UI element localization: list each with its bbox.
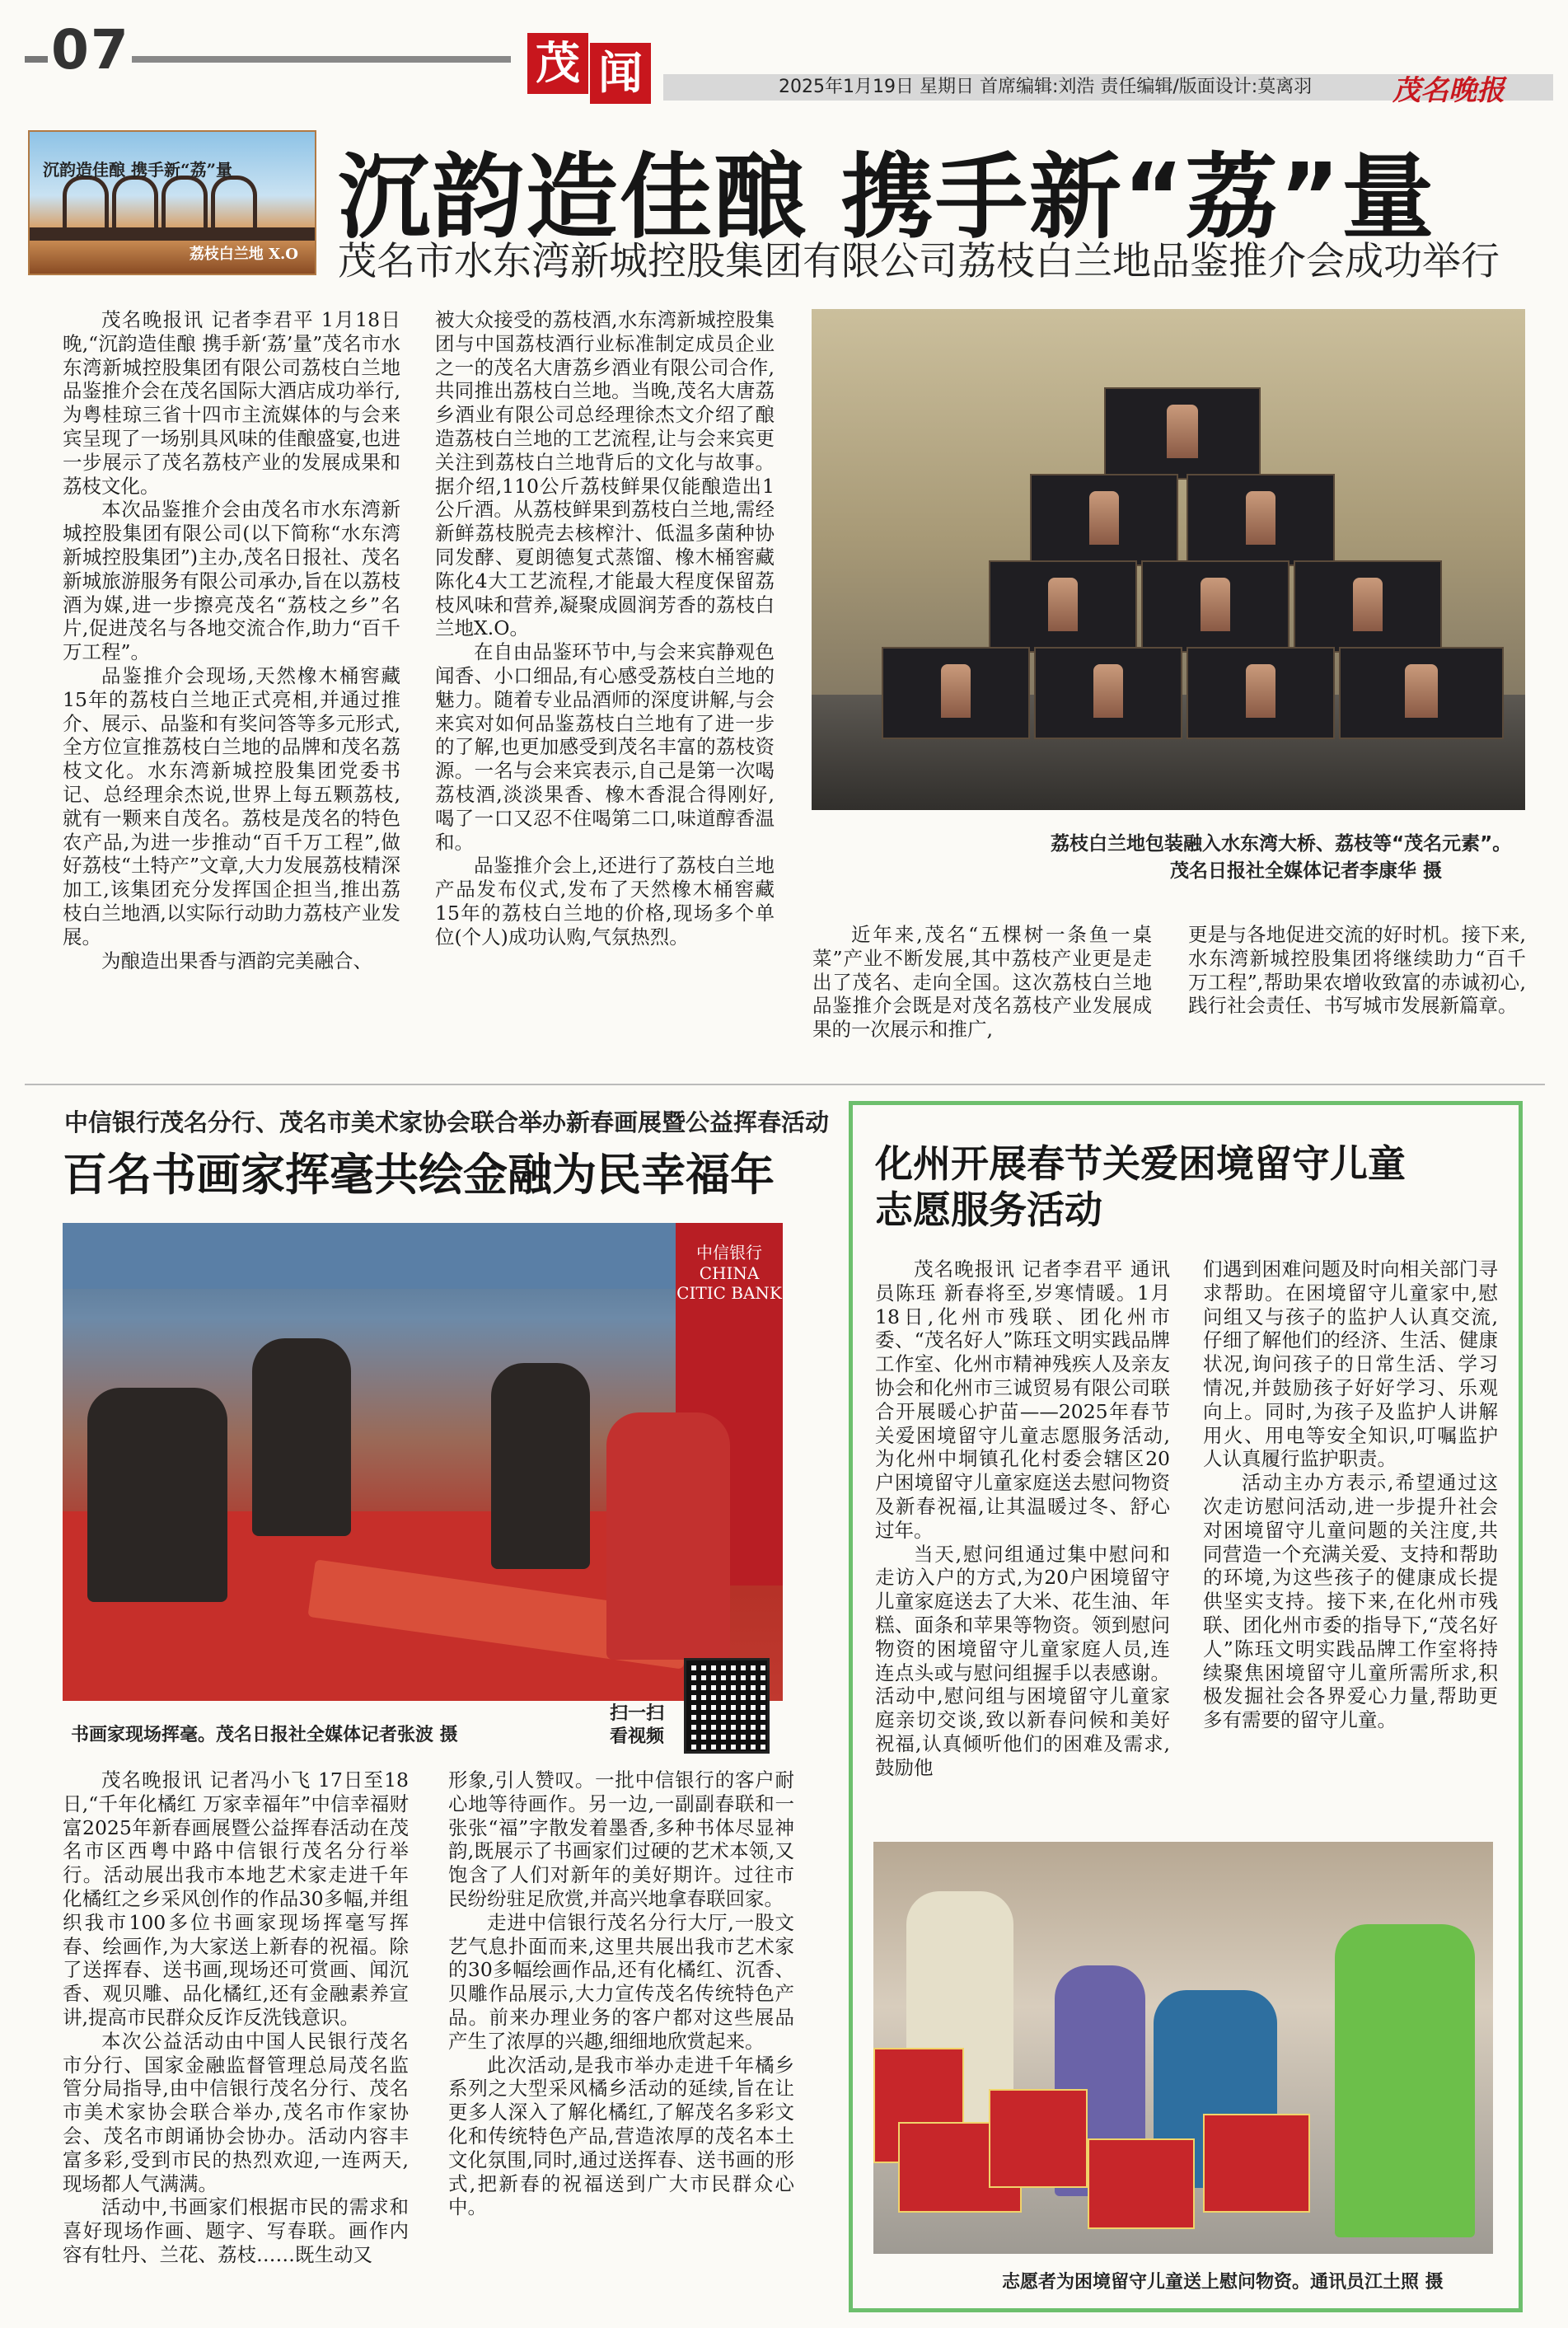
story2-column-1 xyxy=(63,1768,409,2267)
story3-column-1 xyxy=(875,1258,1170,1780)
volunteer-caption: 志愿者为困境留守儿童送上慰问物资。通讯员江土照 摄 xyxy=(1002,2272,1444,2293)
lead-col2-para: 被大众接受的荔枝酒,水东湾新城控股集团与中国荔枝酒行业标准制定成员企业之一的茂名大唐荔乡酒业有限公司合作,共同推出荔枝白兰地。当晚,茂名大唐荔乡酒业有限公司总经理徐杰文介绍了酿造荔枝白兰地的工艺流程,让与会来宾更关注到荔枝白兰地背后的文化与故事。据介绍,110公斤荔枝鲜果仅能酿造出1公斤酒。从荔枝鲜果到荔枝白兰地,需经新鲜荔枝脱壳去核榨汁、低温多菌种协同发酵、夏朗德复式蒸馏、橡木桶窖藏陈化4大工艺流程,才能最大程度保留荔枝风味和营养,凝聚成圆润芳香的荔枝白兰地X.O。 xyxy=(435,308,775,640)
lead-col3-para: 近年来,茂名“五棵树一条鱼一桌菜”产业不断发展,其中荔枝产业更是走出了茂名、走向全国。这次荔枝白兰地品鉴推介会既是对茂名荔枝产业发展成果的一次展示和推广, xyxy=(812,923,1152,1042)
story2-headline: 百名书画家挥毫共绘金融为民幸福年 xyxy=(63,1149,775,1201)
lead-column-3 xyxy=(812,923,1152,1042)
thumb-title: 沉韵造佳酿 携手新“荔”量 xyxy=(43,160,232,180)
story3-headline-line1: 化州开展春节关爱困境留守儿童 xyxy=(875,1141,1406,1186)
header-rule xyxy=(132,56,511,63)
lead-col2-para: 在自由品鉴环节中,与会来宾静观色闻香、小口细品,有心感受荔枝白兰地的魅力。随着专业品酒师的深度讲解,与会来宾对如何品鉴荔枝白兰地有了进一步的了解,也更加感受到茂名丰富的荔枝资源。一名与会来宾表示,自己是第一次喝荔枝酒,淡淡果香、橡木香混合得刚好,喝了一口又忍不住喝第二口,味道醇香温和。 xyxy=(435,640,775,854)
lead-headline: 沉韵造佳酿 携手新“荔”量 xyxy=(338,144,1436,251)
paper-logo: 茂名晚报 xyxy=(1392,74,1505,107)
qr-label xyxy=(610,1703,664,1749)
lead-column-2 xyxy=(435,308,775,949)
story2-col2-para: 走进中信银行茂名分行大厅,一股文艺气息扑面而来,这里共展出我市艺术家的30多幅绘画作品,还有化橘红、沉香、贝雕作品展示,大力宣传茂名传统特色产品。前来办理业务的客户都对这些展品产生了浓厚的兴趣,细细地欣赏起来。 xyxy=(448,1910,794,2053)
lead-col2-para: 品鉴推介会上,还进行了荔枝白兰地产品发布仪式,发布了天然橡木桶窖藏15年的荔枝白兰地的价格,现场多个单位(个人)成功认购,气氛热烈。 xyxy=(435,854,775,949)
calligraphy-caption: 书画家现场挥毫。茂名日报社全媒体记者张波 摄 xyxy=(71,1725,458,1745)
lead-col1-para: 为酿造出果香与酒韵完美融合、 xyxy=(101,949,372,972)
section-char-2: 闻 xyxy=(590,43,651,104)
thumb-xo: 荔枝白兰地 X.O xyxy=(189,246,298,263)
volunteer-photo xyxy=(873,1842,1493,2254)
story3-headline-line2: 志愿服务活动 xyxy=(875,1187,1102,1232)
story2-kicker: 中信银行茂名分行、茂名市美术家协会联合举办新春画展暨公益挥春活动 xyxy=(64,1108,830,1136)
story3-col1-para: 当天,慰问组通过集中慰问和走访入户的方式,为20户困境留守儿童家庭送去了大米、花生油、年糕、面条和苹果等物资。领到慰问物资的困境留守儿童家庭人员,连连点头或与慰问组握手以表感谢。活动中,慰问组与困境留守儿童家庭亲切交谈,致以新春问候和美好祝福,认真倾听他们的困难及需求,鼓励他 xyxy=(875,1542,1170,1779)
story2-col1-para: 茂名晚报讯 记者冯小飞 17日至18日,“千年化橘红 万家幸福年”中信幸福财富2025年新春画展暨公益挥春活动在茂名市区西粤中路中信银行茂名分行举行。活动展出我市本地艺术家走进千年化橘红之乡采风创作的作品30多幅,并组织我市100多位书画家现场挥毫写挥春、绘画作,为大家送上新春的祝福。除了送挥春、送书画,现场还可赏画、闻沉香、观贝雕、品化橘红,还有金融素养宣讲,提高市民群众反诈反洗钱意识。 xyxy=(63,1768,409,2029)
qr-label-line1: 扫一扫 xyxy=(610,1703,665,1724)
story3-col2-para: 们遇到困难问题及时向相关部门寻求帮助。在困境留守儿童家中,慰问组又与孩子的监护人认真交流,仔细了解他们的经济、生活、健康状况,询问孩子的日常生活、学习情况,并鼓励孩子好好学习、乐观向上。同时,为孩子及监护人讲解用火、用电等安全知识,叮嘱监护人认真履行监护职责。 xyxy=(1203,1258,1498,1471)
wine-caption-1: 荔枝白兰地包装融入水东湾大桥、荔枝等“茂名元素”。 xyxy=(1051,833,1512,855)
wine-box-photo xyxy=(812,309,1525,810)
section-divider xyxy=(25,1084,1545,1085)
qr-code[interactable] xyxy=(684,1658,770,1754)
lead-thumbnail xyxy=(28,130,316,275)
lead-col4-para: 更是与各地促进交流的好时机。接下来,水东湾新城控股集团将继续助力“百千万工程”,帮助果农增收致富的赤诚初心,践行社会责任、书写城市发展新篇章。 xyxy=(1188,923,1526,1018)
page-number: 07 xyxy=(51,18,130,82)
lead-column-4 xyxy=(1188,923,1526,1018)
bank-banner: 中信银行 CHINA CITIC BANK xyxy=(676,1223,783,1586)
qr-label-line2: 看视频 xyxy=(610,1726,665,1747)
story2-col2-para: 此次活动,是我市举办走进千年橘乡系列之大型采风橘乡活动的延续,旨在让更多人深入了解化橘红,了解茂名多彩文化和传统特色产品,营造浓厚的茂名本土文化氛围,同时,通过送挥春、送书画的形式,把新春的祝福送到广大市民群众心中。 xyxy=(448,2053,794,2219)
story2-col1-para: 本次公益活动由中国人民银行茂名市分行、国家金融监督管理总局茂名监管分局指导,由中信银行茂名分行、茂名市美术家协会联合举办,茂名市作家协会、茂名市朗诵协会协办。活动内容丰富多彩,受到市民的热烈欢迎,一连两天,现场都人气满满。 xyxy=(63,2029,409,2195)
lead-subheadline: 茂名市水东湾新城控股集团有限公司荔枝白兰地品鉴推介会成功举行 xyxy=(338,239,1500,284)
page-number-dash xyxy=(25,56,48,63)
lead-col1-para: 茂名晚报讯 记者李君平 1月18日晚,“沉韵造佳酿 携手新‘荔’量”茂名市水东湾新城控股集团有限公司荔枝白兰地品鉴推介会在茂名国际大酒店成功举行,为粤桂琼三省十四市主流媒体的与会来宾呈现了一场别具风味的佳酿盛宴,也进一步展示了茂名荔枝产业的发展成果和荔枝文化。 xyxy=(63,308,400,498)
wine-caption-2: 茂名日报社全媒体记者李康华 摄 xyxy=(1170,860,1443,882)
story3-col1-para: 茂名晚报讯 记者李君平 通讯员陈珏 新春将至,岁寒情暖。1月18日,化州市残联、团化州市委、“茂名好人”陈珏文明实践品牌工作室、化州市精神残疾人及亲友协会和化州市三诚贸易有限公司联合开展暖心护苗——2025年春节关爱困境留守儿童志愿服务活动,为化州中垌镇孔化村委会辖区20户困境留守儿童家庭送去慰问物资及新春祝福,让其温暖过冬、舒心过年。 xyxy=(875,1258,1170,1542)
story2-col2-para: 形象,引人赞叹。一批中信银行的客户耐心地等待画作。另一边,一副副春联和一张张“福”字散发着墨香,多种书体尽显神韵,既展示了书画家们过硬的艺术本领,又饱含了人们对新年的美好期许。过往市民纷纷驻足欣赏,并高兴地拿春联回家。 xyxy=(448,1768,794,1910)
story2-column-2 xyxy=(448,1768,794,2219)
story2-col1-para: 活动中,书画家们根据市民的需求和喜好现场作画、题字、写春联。画作内容有牡丹、兰花、荔枝……既生动又 xyxy=(63,2195,409,2266)
story3-col2-para: 活动主办方表示,希望通过这次走访慰问活动,进一步提升社会对困境留守儿童问题的关注度,共同营造一个充满关爱、支持和帮助的环境,为这些孩子的健康成长提供坚实支持。接下来,在化州市残联、团化州市委的指导下,“茂名好人”陈珏文明实践品牌工作室将持续聚焦困境留守儿童所需所求,积极发掘社会各界爱心力量,帮助更多有需要的留守儿童。 xyxy=(1203,1471,1498,1732)
lead-col1-para: 本次品鉴推介会由茂名市水东湾新城控股集团有限公司(以下简称“水东湾新城控股集团”)主办,茂名日报社、茂名新城旅游服务有限公司承办,旨在以荔枝酒为媒,进一步擦亮茂名“荔枝之乡”名片,促进茂名与各地交流合作,助力“百千万工程”。 xyxy=(63,498,400,664)
dateline: 2025年1月19日 星期日 首席编辑:刘浩 责任编辑/版面设计:莫离羽 xyxy=(663,74,1553,101)
calligraphy-photo xyxy=(63,1223,783,1701)
lead-col1-para: 品鉴推介会现场,天然橡木桶窖藏15年的荔枝白兰地正式亮相,并通过推介、展示、品鉴和有奖问答等多元形式,全方位宣推荔枝白兰地的品牌和茂名荔枝文化。水东湾新城控股集团党委书记、总经理余杰说,世界上每五颗荔枝,就有一颗来自茂名。荔枝是茂名的特色农产品,为进一步推动“百千万工程”,做好荔枝“土特产”文章,大力发展荔枝精深加工,该集团充分发挥国企担当,推出荔枝白兰地酒,以实际行动助力荔枝产业发展。 xyxy=(63,663,400,949)
story3-column-2 xyxy=(1203,1258,1498,1732)
section-char-1: 茂 xyxy=(527,33,588,94)
story3-headline xyxy=(875,1141,1406,1233)
lead-column-1 xyxy=(63,308,400,972)
